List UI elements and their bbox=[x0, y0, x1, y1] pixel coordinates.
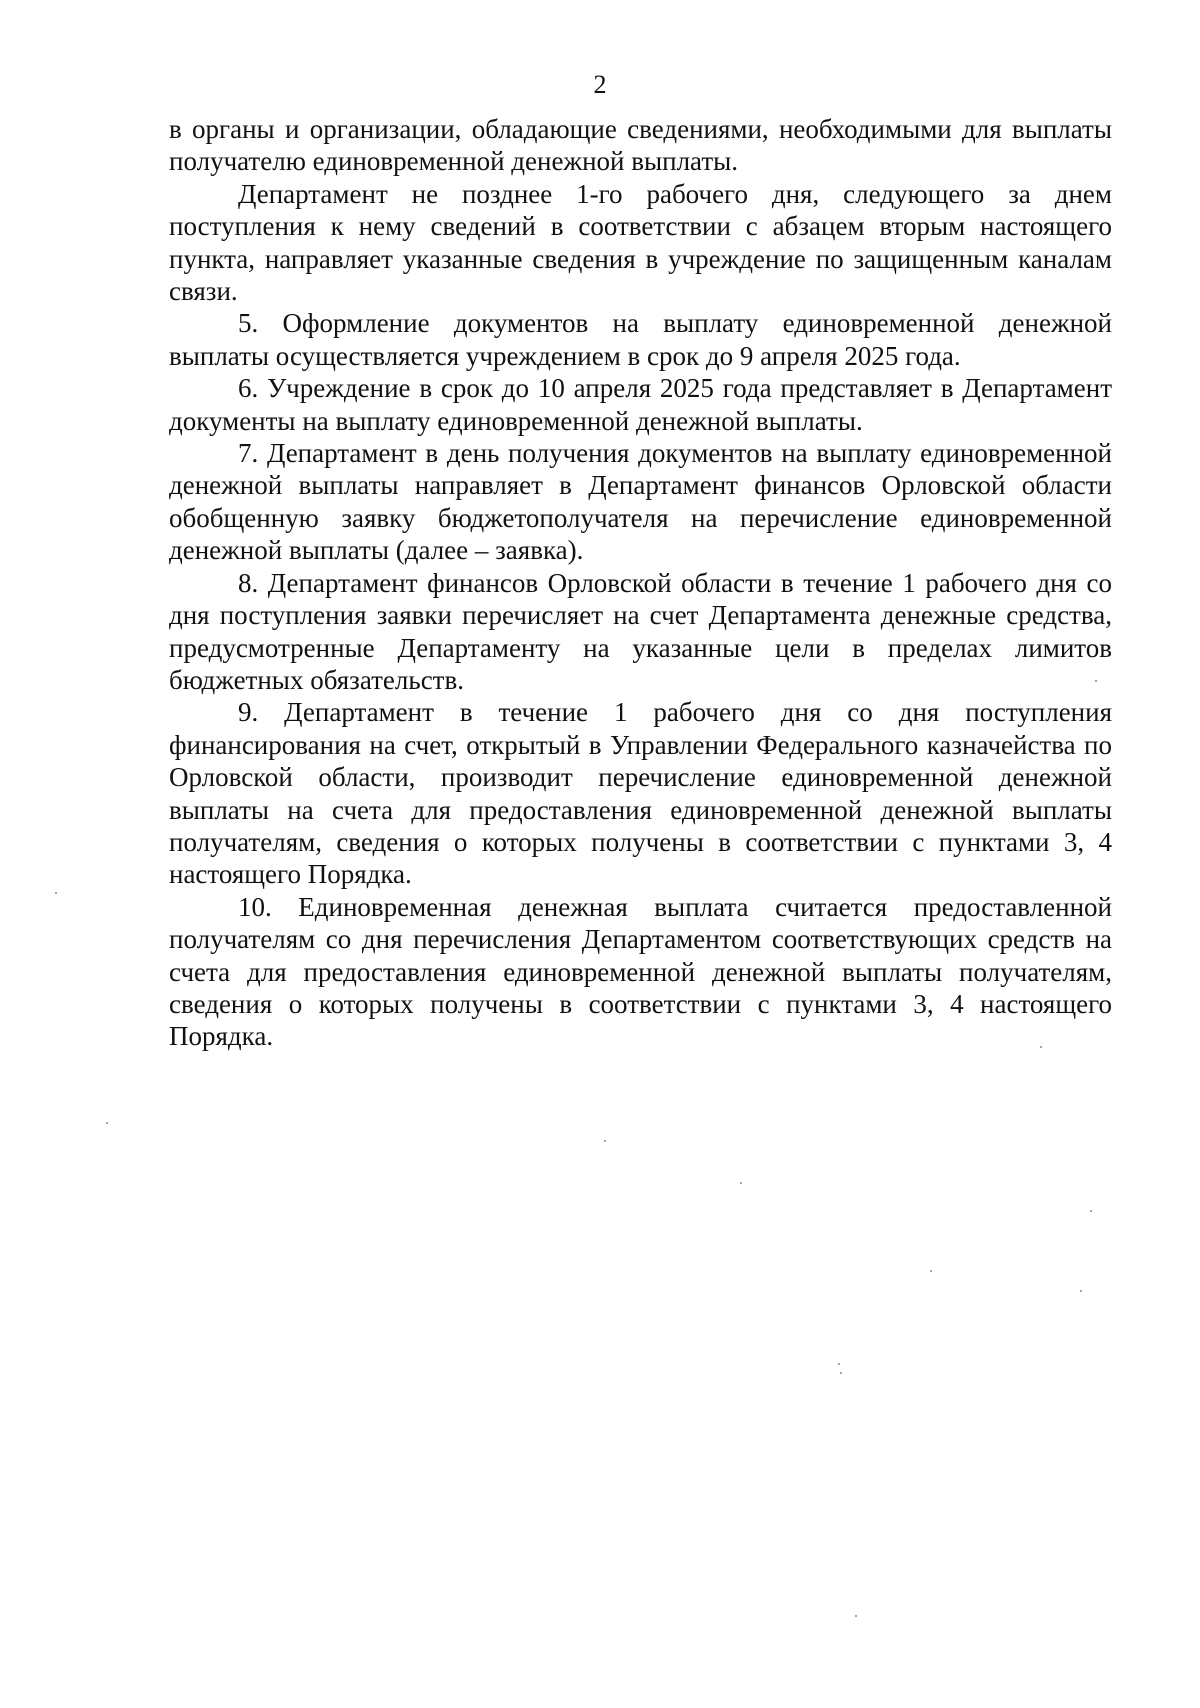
scan-speck bbox=[1080, 1290, 1082, 1292]
scan-speck bbox=[604, 1140, 606, 1142]
paragraph-item-7: 7. Департамент в день получения документов на выплату единовременной денежной выплаты направляет в Департамент финансов Орловской области обобщенную заявку бюджетополучателя на перечисление единовременной денежной выплаты (далее – заявка). bbox=[169, 438, 1112, 566]
page-number: 2 bbox=[593, 70, 607, 99]
scan-speck bbox=[106, 1122, 108, 1124]
scan-speck bbox=[838, 1363, 840, 1365]
document-body bbox=[169, 113, 1112, 1053]
scan-speck bbox=[840, 1372, 842, 1374]
paragraph-item-6: 6. Учреждение в срок до 10 апреля 2025 года представляет в Департамент документы на выплату единовременной денежной выплаты. bbox=[169, 373, 1112, 436]
paragraph-continuation: в органы и организации, обладающие сведениями, необходимыми для выплаты получателю единовременной денежной выплаты. bbox=[169, 114, 1112, 177]
paragraph-item-10: 10. Единовременная денежная выплата считается предоставленной получателям со дня перечисления Департаментом соответствующих средств на счета для предоставления единовременной денежной выплаты получателям, сведения о которых получены в соответствии с пунктами 3, 4 настоящего Порядка. bbox=[169, 891, 1112, 1052]
scan-speck bbox=[855, 1615, 857, 1617]
paragraph-item-5: 5. Оформление документов на выплату единовременной денежной выплаты осуществляется учреждением в срок до 9 апреля 2025 года. bbox=[169, 308, 1112, 371]
scan-speck bbox=[1090, 1210, 1092, 1212]
scan-speck bbox=[1040, 1046, 1042, 1048]
paragraph-department-notice: Департамент не позднее 1-го рабочего дня, следующего за днем поступления к нему сведений в соответствии с абзацем вторым настоящего пункта, направляет указанные сведения в учреждение по защищенным каналам связи. bbox=[169, 178, 1112, 307]
scan-speck bbox=[930, 1270, 932, 1272]
scan-speck bbox=[740, 1182, 742, 1184]
scan-speck bbox=[55, 892, 57, 894]
paragraph-item-9: 9. Департамент в течение 1 рабочего дня со дня поступления финансирования на счет, открытый в Управлении Федерального казначейства по Орловской области, производит перечисление единовременной денежной выплаты на счета для предоставления единовременной денежной выплаты получателям, сведения о которых получены в соответствии с пунктами 3, 4 настоящего Порядка. bbox=[169, 697, 1112, 890]
scan-speck bbox=[1095, 680, 1097, 682]
paragraph-item-8: 8. Департамент финансов Орловской области в течение 1 рабочего дня со дня поступления заявки перечисляет на счет Департамента денежные средства, предусмотренные Департаменту на указанные цели в пределах лимитов бюджетных обязательств. bbox=[169, 567, 1112, 695]
